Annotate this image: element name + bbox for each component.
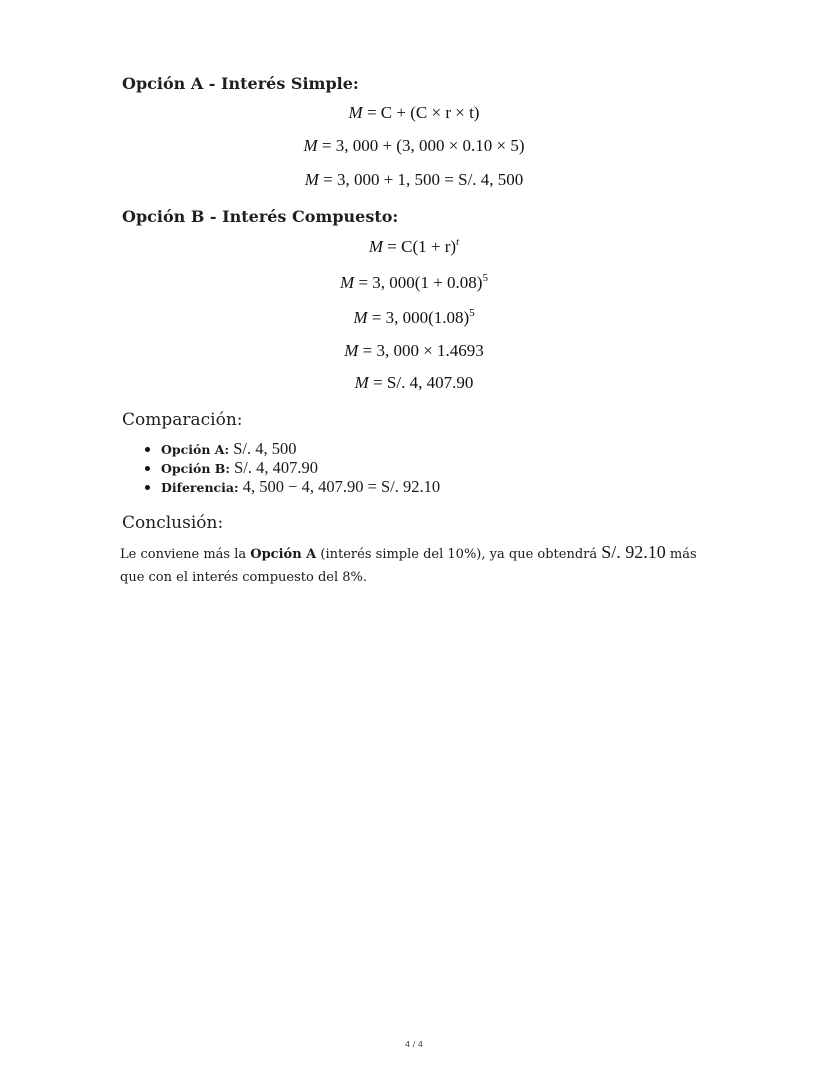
compound-interest-step-1: M = 3, $000(1 + 0.08)^5$ <box>340 272 488 292</box>
compound-interest-step-3: M = 3, 000 × 1.4693 <box>344 341 484 360</box>
section-a-heading: Opción A - Interés Simple: <box>122 74 359 93</box>
list-item: Diferencia: 4, 500 − 4, 407.90 = S/. 92.10 <box>140 477 440 496</box>
comparison-heading: Comparación: <box>122 410 243 430</box>
page-number: 4 / 4 <box>405 1040 423 1049</box>
section-b-heading: Opción B - Interés Compuesto: <box>122 207 399 226</box>
compound-interest-formula: $M = C(1 + r)^t$ <box>368 236 460 256</box>
list-item: Opción A: S/. 4, 500 <box>140 439 440 458</box>
simple-interest-formula: M = C + (C × r × t) <box>348 103 480 122</box>
simple-interest-step-2: M = 3, 000 + 1, 500 = S/. 4, 500 <box>304 170 524 189</box>
conclusion-paragraph: Le conviene más la Opción A (interés simple del 10%), ya que obtendrá S/. 92.10 más que con el interés compuesto del 8%. <box>120 542 697 585</box>
simple-interest-step-1: M = 3, 000 + (3, 000 × 0.10 × 5) <box>303 136 525 155</box>
compound-interest-step-2: M = 3, $000(1.08)^5$ <box>353 307 475 327</box>
comparison-list <box>140 439 440 496</box>
compound-interest-step-4: M = S/. 4, 407.90 <box>354 373 474 392</box>
list-item: Opción B: S/. 4, 407.90 <box>140 458 440 477</box>
conclusion-heading: Conclusión: <box>122 513 224 533</box>
